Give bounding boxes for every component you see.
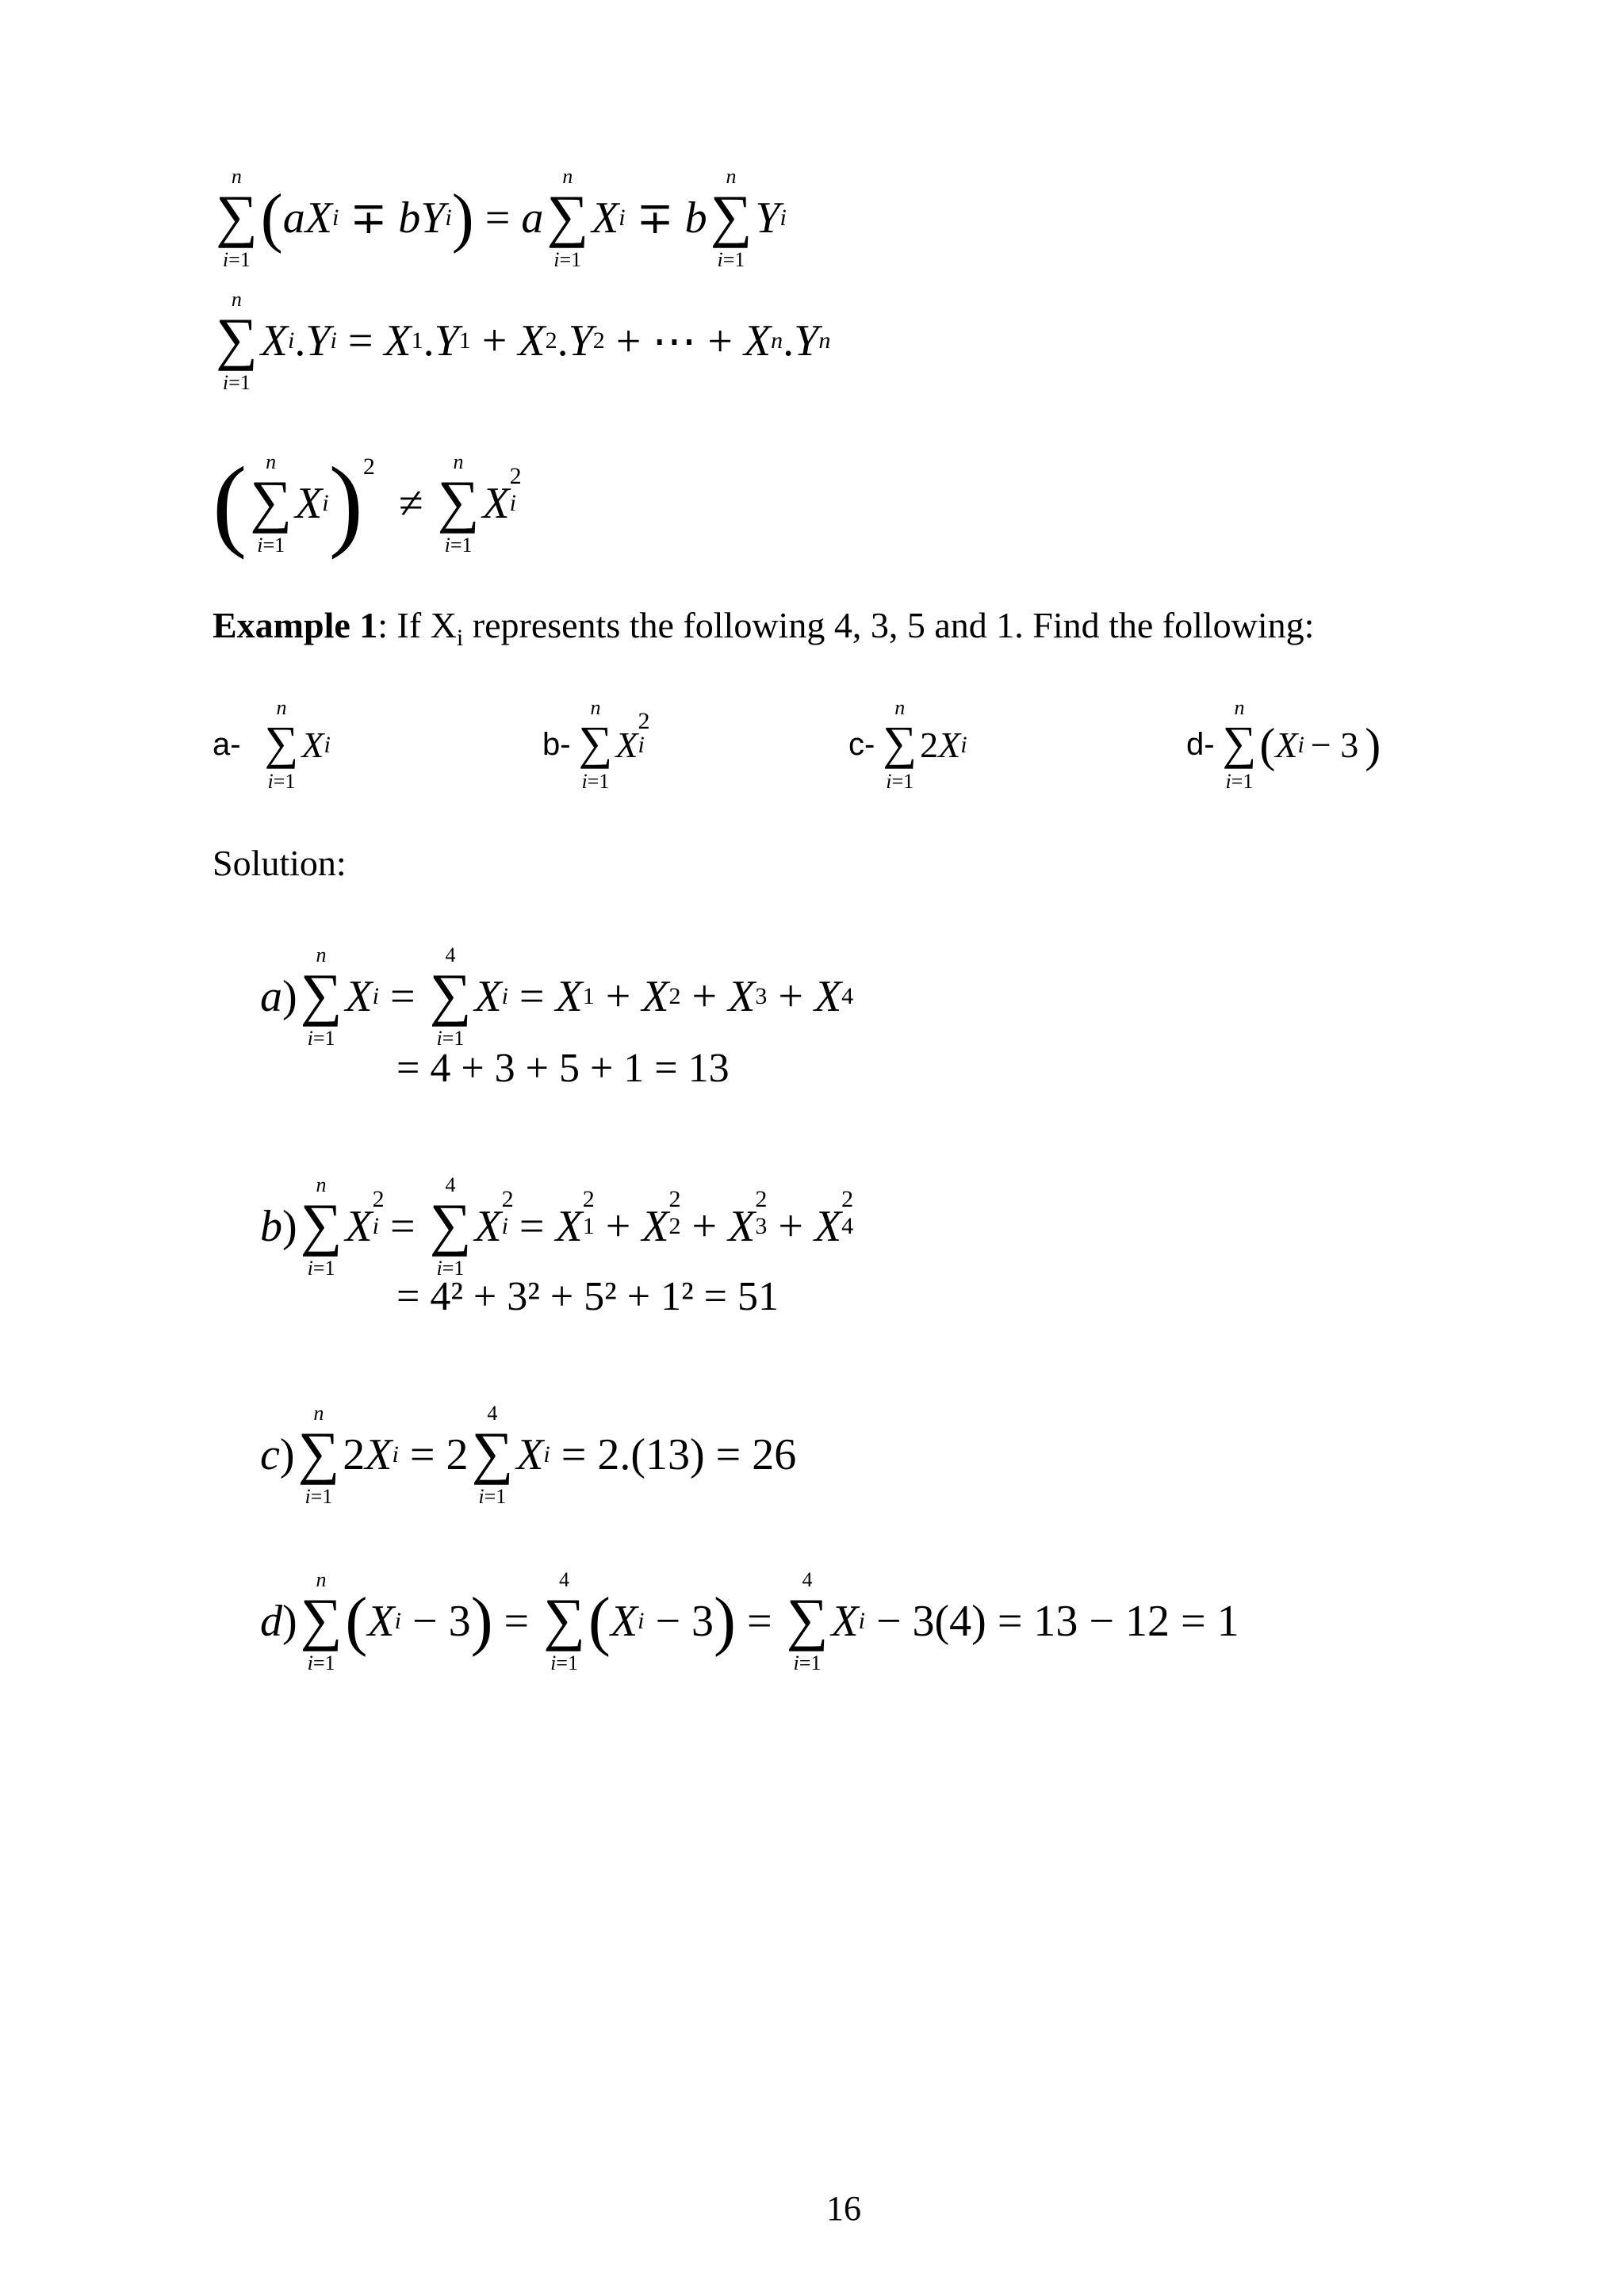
solution-label: Solution: <box>213 843 347 883</box>
part-a: a- n ∑ i=1 X i <box>213 696 331 793</box>
solution-b-line2: = 4² + 3² + 5² + 1² = 51 <box>396 1274 779 1319</box>
solution-d: d ) n ∑ i=1 ( X i − 3 ) = 4 ∑ i=1 ( X i − 3 ) = 4 ∑ i=1 X i − 3(4) = 13 − 12 = 1 <box>260 1568 1239 1674</box>
solution-a-line1: a ) n ∑ i=1 X i = 4 ∑ i=1 X i = X 1 + X 2 + X 3 + X 4 <box>260 943 854 1050</box>
solution-c: c ) n ∑ i=1 2 X i = 2 4 ∑ i=1 X i = 2.(13) = 26 <box>260 1402 797 1508</box>
part-d: d- n ∑ i=1 ( X i − 3 ) <box>1186 696 1381 793</box>
example-statement: Example 1: If $X_i$ represents the following 4, 3, 5 and 1. Find the following: <box>213 605 1315 652</box>
example-label: Example 1 <box>213 605 378 645</box>
sigma-symbol: n ∑ i=1 <box>216 165 258 271</box>
solution-a-line2: = 4 + 3 + 5 + 1 = 13 <box>396 1046 730 1091</box>
part-c: c- n ∑ i=1 2 X i <box>848 696 967 793</box>
formula-square-of-sum: ( n ∑ i=1 X i ) 2 ≠ n ∑ i=1 X 2 i <box>213 446 522 561</box>
formula-sum-of-products: n ∑ i=1 X i . Y i = X 1 . Y 1 + X 2 . Y 2 + ⋯ + X n . Y n <box>216 288 831 394</box>
page-number: 16 <box>826 2189 861 2228</box>
solution-b-line1: b ) n ∑ i=1 X 2 i = 4 ∑ i=1 X 2 i = X 2 1 + X 2 2 + X 2 3 + X 2 4 <box>260 1173 854 1280</box>
formula-linearity: n ∑ i=1 ( aX i ∓ bY i ) = a n ∑ i=1 X i ∓ b n ∑ i=1 Y i <box>216 165 787 271</box>
part-b: b- n ∑ i=1 X 2 i <box>542 696 650 793</box>
